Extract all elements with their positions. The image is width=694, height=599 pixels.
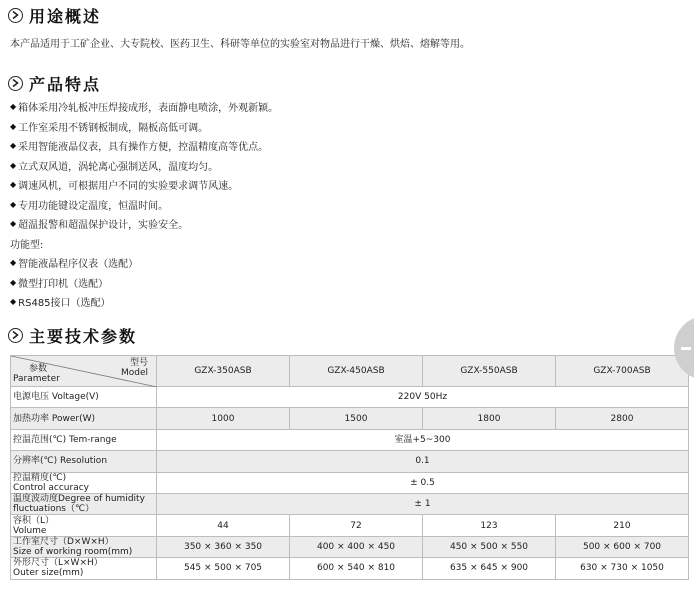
table-row	[11, 493, 689, 514]
usage-title: 用途概述	[29, 6, 102, 26]
table-row	[11, 515, 689, 536]
diamond-bullet-icon: ◆	[10, 102, 17, 112]
row-label: 容积（L） Volume	[11, 515, 157, 536]
list-item: ◆ 箱体采用冷轧板冲压焊接成形，表面静电喷涂，外观新颖。	[10, 102, 279, 115]
table-row	[11, 387, 689, 408]
row-label: 电源电压 Voltage(V)	[11, 387, 157, 408]
list-item: ◆ 调速风机，可根据用户不同的实验要求调节风速。	[10, 180, 239, 193]
row-value: 123	[423, 515, 556, 536]
table-row	[11, 536, 689, 557]
diamond-bullet-icon: ◆	[10, 277, 17, 287]
row-value: 500 × 600 × 700	[556, 536, 689, 557]
list-item: ◆ 微型打印机（选配）	[10, 277, 109, 290]
row-value: 0.1	[157, 451, 689, 472]
features-heading	[8, 71, 101, 95]
list-item: ◆ 超温报警和超温保护设计，实验安全。	[10, 219, 189, 232]
list-item: ◆ RS485接口（选配）	[10, 297, 111, 310]
list-item: ◆ 工作室采用不锈钢板制成，隔板高低可调。	[10, 121, 209, 134]
model-header: GZX-450ASB	[290, 356, 423, 387]
usage-text: 本产品适用于工矿企业、大专院校、医药卫生、科研等单位的实验室对物品进行干燥、烘焙、熔解等用。	[10, 39, 470, 50]
table-row	[11, 451, 689, 472]
row-value: 545 × 500 × 705	[157, 558, 290, 579]
row-value: 1500	[290, 408, 423, 429]
diamond-bullet-icon: ◆	[10, 141, 17, 151]
row-value: 1800	[423, 408, 556, 429]
table-row	[11, 472, 689, 493]
diamond-bullet-icon: ◆	[10, 121, 17, 131]
diamond-bullet-icon: ◆	[10, 258, 17, 268]
spec-table	[10, 355, 689, 580]
features-title: 产品特点	[29, 74, 102, 94]
row-label: 工作室尺寸（D×W×H） Size of working room(mm)	[11, 536, 157, 557]
table-row	[11, 558, 689, 579]
row-label: 控温范围(℃) Tem-range	[11, 429, 157, 450]
row-label: 分辨率(℃) Resolution	[11, 451, 157, 472]
diamond-bullet-icon: ◆	[10, 297, 17, 307]
model-header: GZX-550ASB	[423, 356, 556, 387]
row-value: 220V 50Hz	[157, 387, 689, 408]
diamond-bullet-icon: ◆	[10, 180, 17, 190]
usage-heading	[8, 3, 101, 27]
chevron-right-icon	[8, 328, 23, 343]
row-value: 210	[556, 515, 689, 536]
diamond-bullet-icon: ◆	[10, 160, 17, 170]
param-cn: 参数	[29, 364, 48, 374]
model-header: GZX-700ASB	[556, 356, 689, 387]
row-value: 2800	[556, 408, 689, 429]
row-value: 350 × 360 × 350	[157, 536, 290, 557]
row-value: 44	[157, 515, 290, 536]
row-value: 600 × 540 × 810	[290, 558, 423, 579]
model-cn: 型号	[129, 358, 148, 368]
row-label: 温度波动度Degree of humidity fluctuations（℃）	[11, 493, 157, 514]
row-value: 635 × 645 × 900	[423, 558, 556, 579]
row-value: 450 × 500 × 550	[423, 536, 556, 557]
row-label: 加热功率 Power(W)	[11, 408, 157, 429]
list-item: ◆ 采用智能液晶仪表，具有操作方便，控温精度高等优点。	[10, 141, 269, 154]
specs-heading	[8, 323, 137, 347]
row-label: 控温精度(℃) Control accuracy	[11, 472, 157, 493]
function-label: 功能型:	[10, 239, 44, 251]
row-value: 1000	[157, 408, 290, 429]
row-label: 外形尺寸（L×W×H） Outer size(mm)	[11, 558, 157, 579]
chevron-right-icon	[8, 76, 23, 91]
row-value: 630 × 730 × 1050	[556, 558, 689, 579]
row-value: ± 1	[157, 493, 689, 514]
table-header-row	[11, 356, 689, 387]
chevron-right-icon	[8, 8, 23, 23]
table-row	[11, 429, 689, 450]
model-header: GZX-350ASB	[157, 356, 290, 387]
param-en: Parameter	[13, 374, 60, 384]
row-value: 400 × 400 × 450	[290, 536, 423, 557]
minus-icon	[681, 347, 691, 350]
list-item: ◆ 立式双风道，涡轮离心强制送风，温度均匀。	[10, 160, 219, 173]
specs-title: 主要技术参数	[29, 326, 138, 346]
model-en: Model	[120, 368, 148, 378]
list-item: ◆ 智能液晶程序仪表（选配）	[10, 258, 139, 271]
diamond-bullet-icon: ◆	[10, 219, 17, 229]
diamond-bullet-icon: ◆	[10, 199, 17, 209]
features-list	[10, 97, 278, 312]
row-value: 室温+5~300	[157, 429, 689, 450]
row-value: 72	[290, 515, 423, 536]
corner-header-cell	[11, 356, 157, 387]
list-item: ◆ 专用功能键设定温度，恒温时间。	[10, 199, 169, 212]
table-row	[11, 408, 689, 429]
row-value: ± 0.5	[157, 472, 689, 493]
